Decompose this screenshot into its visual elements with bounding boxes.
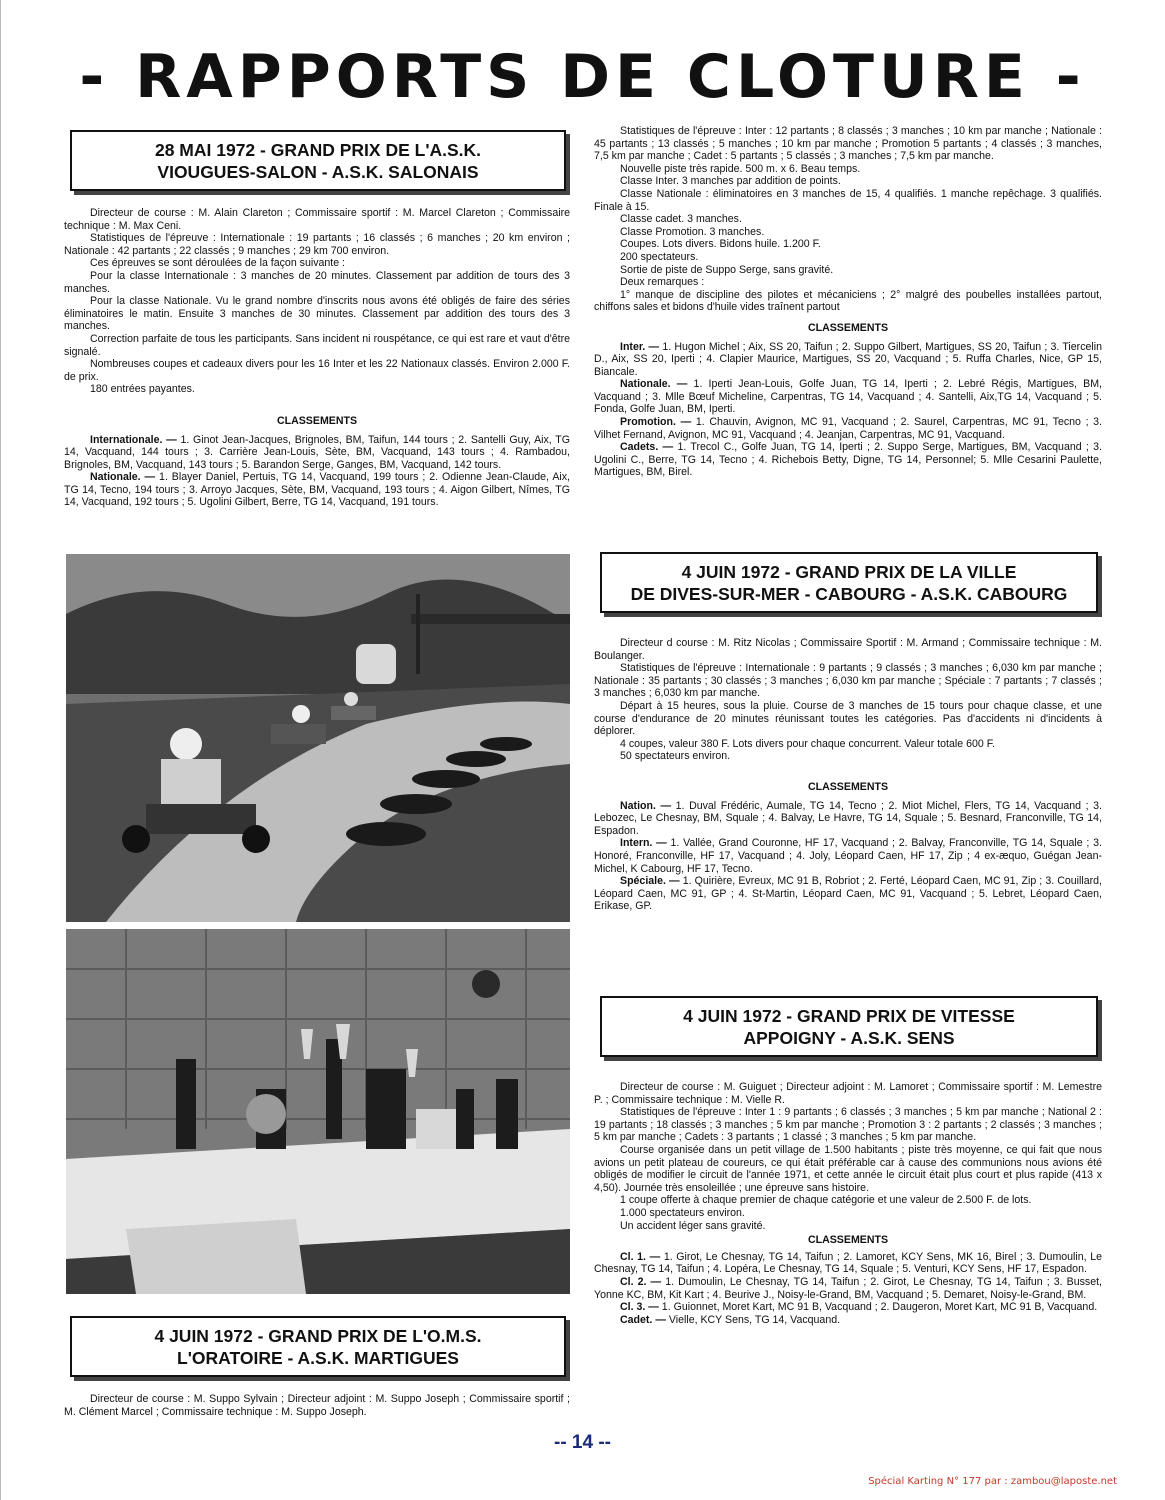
result-text: 1. Iperti Jean-Louis, Golfe Juan, TG 14, Iperti ; 2. Lebré Régis, Martigues, BM, Vacquand ; 3. Mlle Bœuf Micheline, Carpentras, TG 14, Vacquand ; 4. Santelli, Aix,TG 14, Vacquand ; 5. Fonda, Golfe Juan, BM, Iperti. bbox=[594, 378, 1102, 416]
salon-cont-para-3: Classe Inter. 3 manches par addition de points. bbox=[620, 175, 841, 188]
salon-header-box bbox=[70, 130, 566, 191]
oratoire-header-line2: L'ORATOIRE - A.S.K. MARTIGUES bbox=[177, 1348, 459, 1368]
salon-cont-para-11: 1° manque de discipline des pilotes et mécaniciens ; 2° malgré des poubelles installées partout, chiffons sales et bidons d'huile vides traînent partout bbox=[594, 288, 1102, 314]
cabourg-result bbox=[594, 837, 1102, 875]
salon-cont-result bbox=[594, 441, 1102, 479]
salon-result bbox=[64, 471, 570, 509]
oratoire-header-box bbox=[70, 1316, 566, 1377]
sens-para-3: Course organisée dans un petit village de 1.500 habitants ; piste très moyenne, ce qui fait que nous avions un petit plateau de coureurs, ce qui était préférable car à cause des communions nous avions été obligés de modifier le circuit de l'année 1971, et cette année le circuit était plus court et plus rapide (413 x 4,50). Journée très ensoleillée ; une épreuve sans histoire. bbox=[594, 1143, 1102, 1194]
salon-para-8: 180 entrées payantes. bbox=[90, 383, 195, 396]
salon-cont-para-2: Nouvelle piste très rapide. 500 m. x 6. Beau temps. bbox=[620, 162, 861, 175]
cabourg-para-2: Statistiques de l'épreuve : Internationale : 9 partants ; 9 classés ; 3 manches ; 6,030 km par manche ; Nationale : 35 partants ; 30 classés ; 3 manches ; 6,030 km par manche ; Spéciale : 7 partants ; 7 classés ; 3 manches ; 6,030 km par manche. bbox=[594, 662, 1102, 700]
sens-result bbox=[594, 1301, 1102, 1314]
result-label: Nation. — bbox=[620, 799, 672, 812]
sens-result bbox=[594, 1276, 1102, 1301]
cabourg-header-line1: 4 JUIN 1972 - GRAND PRIX DE LA VILLE bbox=[681, 562, 1017, 582]
salon-para-6: Correction parfaite de tous les participants. Sans incident ni rouspétance, ce qui est rare et vaut d'être signalé. bbox=[64, 332, 570, 358]
salon-classements-heading: CLASSEMENTS bbox=[276, 414, 358, 427]
right-column bbox=[594, 125, 1102, 479]
sens-header-line1: 4 JUIN 1972 - GRAND PRIX DE VITESSE bbox=[683, 1006, 1015, 1026]
result-text: 1. Quirière, Evreux, MC 91 B, Robriot ; 2. Ferté, Léopard Caen, MC 91, Zip ; 3. Couillard, Léopard Caen, MC 91, GP ; 4. St-Martin, Léopard Caen, MC 91, Vacquand ; 5. Lebret, Léopard Caen, Erikase, GP. bbox=[594, 875, 1102, 913]
sens-para-6: Un accident léger sans gravité. bbox=[620, 1219, 766, 1232]
result-text: 1. Hugon Michel ; Aix, SS 20, Taifun ; 2. Suppo Gilbert, Martigues, SS 20, Taifun ; 3. Tiercelin D., Aix, SS 20, Iperti ; 4. Clapier Maurice, Martigues, SS 20, Vacquand ; 5. Ruffa Charles, Nice, GP 15, Biancale. bbox=[594, 340, 1102, 378]
salon-cont-para-5: Classe cadet. 3 manches. bbox=[620, 213, 742, 226]
salon-para-5: Pour la classe Nationale. Vu le grand nombre d'inscrits nous avons été obligés de faire des séries éliminatoires le matin. Ensuite 3 manches de 30 minutes. Classement par addition des tours des 3 manches. bbox=[64, 295, 570, 333]
cabourg-header-box bbox=[600, 552, 1098, 613]
cabourg-header-line2: DE DIVES-SUR-MER - CABOURG - A.S.K. CABOURG bbox=[630, 584, 1068, 604]
sens-header-line2: APPOIGNY - A.S.K. SENS bbox=[743, 1028, 955, 1048]
result-text: Vielle, KCY Sens, TG 14, Vacquand. bbox=[665, 1313, 841, 1326]
salon-header-line2: VIOUGUES-SALON - A.S.K. SALONAIS bbox=[157, 162, 479, 182]
result-label: Intern. — bbox=[620, 837, 667, 850]
salon-cont-para-1: Statistiques de l'épreuve : Inter : 12 partants ; 8 classés ; 3 manches ; 10 km par manche ; Nationale : 45 partants ; 13 classés ; 5 manches ; 10 km par manche ; Promotion 5 partants ; 4 classés ; 3 manches, 7,5 km par manche ; Cadet : 5 partants ; 5 classés ; 3 manches ; 7,5 km par manche. bbox=[594, 125, 1102, 163]
result-text: 1. Duval Frédéric, Aumale, TG 14, Tecno ; 2. Miot Michel, Flers, TG 14, Vacquand ; 3. Lebozec, Le Chesnay, BM, Squale ; 4. Balvay, Le Havre, TG 14, Squale ; 5. Besnard, Franconville, TG 14, Espadon. bbox=[594, 799, 1103, 837]
cabourg-article bbox=[594, 552, 1102, 913]
sens-classements-heading: CLASSEMENTS bbox=[807, 1234, 889, 1247]
page-title: - RAPPORTS DE CLOTURE - bbox=[79, 42, 1086, 112]
cabourg-para-3: Départ à 15 heures, sous la pluie. Course de 3 manches de 15 tours pour chaque classe, et une course d'endurance de 20 minutes réunissant toutes les catégories. Pas d'accidents ni d'incidents à déplorer. bbox=[594, 699, 1102, 738]
sens-para-2: Statistiques de l'épreuve : Inter 1 : 9 partants ; 6 classés ; 3 manches ; 5 km par manche ; National 2 : 19 partants ; 18 classés ; 3 manches ; 5 km par manche ; Promotion 3 : 2 partants ; 2 classés ; 3 manches ; 5 km par manche ; Cadets : 3 partants ; 1 classé ; 3 manches ; 5 km par manche. bbox=[594, 1106, 1102, 1144]
result-text: 1. Chauvin, Avignon, MC 91, Vacquand ; 2. Saurel, Carpentras, MC 91, Tecno ; 3. Vilhet Fernand, Avignon, MC 91, Vacquand ; 4. Jeanjan, Carpentras, MC 91, Vacquand. bbox=[594, 416, 1103, 441]
cabourg-para-5: 50 spectateurs environ. bbox=[620, 750, 731, 763]
result-text: 1. Vallée, Grand Couronne, HF 17, Vacquand ; 2. Balvay, Franconville, TG 14, Squale ; 3. Honoré, Franconville, HF 17, Vacquand ; 4. Joly, Léopard Caen, HF 17, Zip ; 4 ex-æquo, Guégan Jean-Michel, K Cabourg, HF 17, Tecno. bbox=[594, 837, 1102, 875]
result-label: Nationale. — bbox=[90, 471, 156, 484]
salon-cont-result bbox=[594, 378, 1102, 416]
scan-credit: Spécial Karting N° 177 par : zambou@laposte.net bbox=[868, 1476, 1117, 1487]
oratoire-para-1: Directeur de course : M. Suppo Sylvain ; Directeur adjoint : M. Suppo Joseph ; Commissaire sportif ; M. Clément Marcel ; Commissaire technique : M. Suppo Joseph. bbox=[64, 1393, 570, 1418]
sens-para-5: 1.000 spectateurs environ. bbox=[620, 1206, 745, 1219]
salon-cont-para-7: Coupes. Lots divers. Bidons huile. 1.200 F. bbox=[620, 238, 821, 251]
salon-para-3: Ces épreuves se sont déroulées de la façon suivante : bbox=[90, 257, 345, 270]
result-label: Internationale. — bbox=[90, 433, 177, 446]
salon-header-line1: 28 MAI 1972 - GRAND PRIX DE L'A.S.K. bbox=[154, 140, 482, 160]
salon-cont-para-8: 200 spectateurs. bbox=[620, 250, 699, 263]
result-label: Nationale. — bbox=[620, 378, 688, 391]
result-label: Cl. 3. — bbox=[620, 1301, 659, 1314]
cabourg-result bbox=[594, 800, 1102, 838]
cabourg-result bbox=[594, 875, 1102, 913]
salon-cont-para-10: Deux remarques : bbox=[620, 276, 705, 289]
sens-article bbox=[594, 996, 1102, 1326]
sens-header-box bbox=[600, 996, 1098, 1057]
salon-para-7: Nombreuses coupes et cadeaux divers pour les 16 Inter et les 22 Nationaux classés. Environ 2.000 F. de prix. bbox=[64, 358, 570, 383]
cabourg-para-4: 4 coupes, valeur 380 F. Lots divers pour chaque concurrent. Valeur totale 600 F. bbox=[620, 737, 995, 750]
result-text: 1. Girot, Le Chesnay, TG 14, Taifun ; 2. Lamoret, KCY Sens, MK 16, Birel ; 3. Dumoulin, Le Chesnay, TG 14, Taifun ; 4. Lopéra, Le Chesnay, TG 14, Squale ; 5. Venturi, KCY Sens, HF 17, Espadon. bbox=[594, 1250, 1103, 1276]
cabourg-classements-heading: CLASSEMENTS bbox=[807, 780, 889, 793]
cabourg-para-1: Directeur d course : M. Ritz Nicolas ; Commissaire Sportif : M. Armand ; Commissaire technique : M. Boulanger. bbox=[594, 637, 1102, 662]
result-text: 1. Guionnet, Moret Kart, MC 91 B, Vacquand ; 2. Daugeron, Moret Kart, MC 91 B, Vacquand. bbox=[658, 1301, 1098, 1314]
result-label: Cl. 1. — bbox=[620, 1250, 661, 1263]
salon-para-4: Pour la classe Internationale : 3 manches de 20 minutes. Classement par addition de tours des 3 manches. bbox=[64, 269, 570, 295]
salon-cont-result bbox=[594, 416, 1102, 441]
salon-para-1: Directeur de course : M. Alain Clareton ; Commissaire sportif : M. Marcel Clareton ; Commissaire technique : M. Max Ceni. bbox=[64, 207, 570, 232]
sens-para-4: 1 coupe offerte à chaque premier de chaque catégorie et une valeur de 2.500 F. de lots. bbox=[620, 1194, 1032, 1207]
salon-result bbox=[64, 434, 570, 472]
left-column bbox=[64, 120, 570, 509]
oratoire-header-line1: 4 JUIN 1972 - GRAND PRIX DE L'O.M.S. bbox=[154, 1326, 482, 1346]
salon-cont-para-6: Classe Promotion. 3 manches. bbox=[620, 225, 765, 238]
oratoire-article bbox=[64, 1316, 570, 1418]
result-text: 1. Ginot Jean-Jacques, Brignoles, BM, Taifun, 144 tours ; 2. Santelli Guy, Aix, TG 14, Vacquand, 144 tours ; 3. Carrière Jean-Louis, Sète, BM, Vacquand, 143 tours ; 4. Rambadou, Brignoles, BM, Vacquand, 143 tours ; 5. Barandon Serge, Ganges, BM, Vacquand, 142 tours. bbox=[64, 433, 570, 471]
result-label: Cadets. — bbox=[620, 441, 674, 454]
salon-cont-classements-heading: CLASSEMENTS bbox=[807, 321, 889, 334]
salon-cont-result bbox=[594, 341, 1102, 379]
salon-cont-para-9: Sortie de piste de Suppo Serge, sans gravité. bbox=[620, 263, 834, 276]
result-text: 1. Blayer Daniel, Pertuis, TG 14, Vacquand, 199 tours ; 2. Odienne Jean-Claude, Aix, TG 14, Tecno, 194 tours ; 3. Arroyo Jacques, Sète, BM, Vacquand, 193 tours ; 4. Aigon Gilbert, Nîmes, TG 14, Vacquand, 192 tours ; 5. Ugolini Gilbert, Berre, TG 14, Vacquand, 191 tours. bbox=[64, 471, 570, 509]
salon-para-2: Statistiques de l'épreuve : Internationale : 19 partants ; 16 classés ; 6 manches ; 20 km environ ; Nationale : 42 partants ; 22 classés ; 9 manches ; 29 km 700 environ. bbox=[64, 232, 570, 257]
result-text: 1. Dumoulin, Le Chesnay, TG 14, Taifun ; 2. Girot, Le Chesnay, TG 14, Taifun ; 3. Busset, Yonne KC, BM, Kit Kart ; 4. Beurive J., Noisy-le-Grand, BM, Vacquand ; 5. Demaret, Noisy-le-Grand, BM. bbox=[594, 1275, 1102, 1301]
trophies-image bbox=[66, 929, 570, 1294]
page-number: -- 14 -- bbox=[554, 1432, 611, 1453]
sens-result bbox=[594, 1314, 1102, 1327]
result-text: 1. Trecol C., Golfe Juan, TG 14, Iperti ; 2. Suppo Serge, Martigues, BM, Vacquand ; 3. Ugolini C., Berre, TG 14, Tecno ; 4. Richebois Betty, Digne, TG 14, Personnel; 5. Mlle Cesarini Paulette, Martigues, BM, Birel. bbox=[594, 441, 1102, 479]
result-label: Promotion. — bbox=[620, 416, 692, 429]
result-label: Cadet. — bbox=[620, 1313, 666, 1326]
salon-cont-para-4: Classe Nationale : éliminatoires en 3 manches de 15, 4 qualifiés. 1 manche repêchage. 3 qualifiés. Finale à 15. bbox=[594, 187, 1102, 213]
photo-trophies bbox=[66, 929, 570, 1294]
result-label: Inter. — bbox=[620, 340, 660, 353]
photo-kart-race bbox=[66, 554, 570, 922]
result-label: Cl. 2. — bbox=[620, 1275, 662, 1288]
sens-result bbox=[594, 1251, 1102, 1276]
result-label: Spéciale. — bbox=[620, 875, 680, 888]
kart-race-image bbox=[66, 554, 570, 922]
sens-para-1: Directeur de course : M. Guiguet ; Directeur adjoint : M. Lamoret ; Commissaire sportif : M. Lemestre P. ; Commissaire technique : M. Vielle R. bbox=[594, 1081, 1102, 1106]
